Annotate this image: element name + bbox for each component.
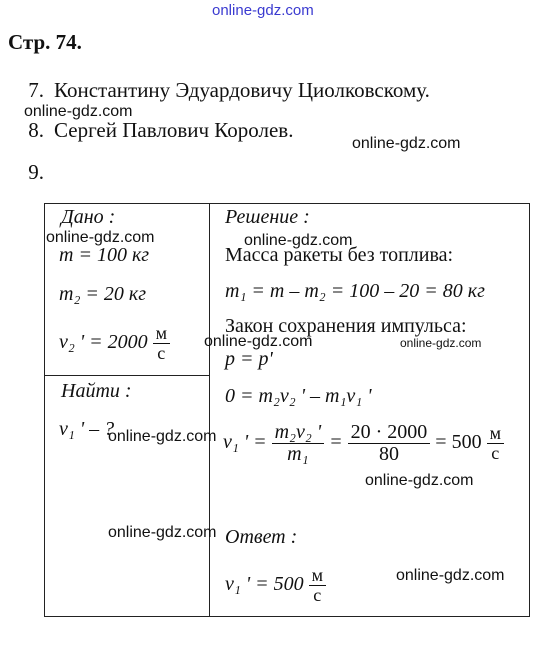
given-m2: m₂ = 20 кг xyxy=(59,283,147,305)
v1-left: v₁ ' = xyxy=(223,431,267,454)
fraction-denominator: 80 xyxy=(378,443,399,465)
momentum-equation: p = p' xyxy=(225,348,273,370)
watermark: online-gdz.com xyxy=(365,472,474,489)
fraction-numeric xyxy=(348,422,431,465)
task-table xyxy=(44,203,530,617)
fraction-denominator: m₁ xyxy=(287,443,309,465)
unit-denominator: с xyxy=(157,342,166,363)
zero-equation: 0 = m₂v₂ ' – m₁v₁ ' xyxy=(225,385,372,407)
watermark: online-gdz.com xyxy=(212,2,314,19)
unit-denominator: с xyxy=(491,443,500,463)
watermark: online-gdz.com xyxy=(46,229,155,246)
mass-equation: m₁ = m – m₂ = 100 – 20 = 80 кг xyxy=(225,280,485,302)
given-m: m = 100 кг xyxy=(59,244,150,266)
watermark: online-gdz.com xyxy=(24,103,133,120)
fraction-symbolic xyxy=(272,422,325,465)
answer-number: 7. xyxy=(28,78,44,102)
table-divider-vertical xyxy=(209,204,210,616)
answer-unit xyxy=(309,566,326,605)
answer-8 xyxy=(8,118,293,143)
given-title: Дано : xyxy=(61,206,116,228)
find-v1: v₁ ' – ? xyxy=(59,418,115,440)
result-unit xyxy=(487,424,504,463)
v1-formula xyxy=(223,422,504,465)
answer-9 xyxy=(8,160,54,185)
unit-numerator: м xyxy=(309,566,326,586)
equals-sign: = xyxy=(329,431,343,454)
find-title: Найти : xyxy=(61,380,132,402)
table-divider-horizontal xyxy=(45,375,210,376)
answer-value: v₁ ' = 500 xyxy=(225,572,304,595)
watermark: online-gdz.com xyxy=(108,428,217,445)
unit-denominator: с xyxy=(313,584,322,605)
answer-text: Константину Эдуардовичу Циолковскому. xyxy=(54,78,430,102)
watermark: online-gdz.com xyxy=(204,333,313,350)
answer-number: 8. xyxy=(28,118,44,142)
solution-title: Решение : xyxy=(225,206,310,228)
watermark: online-gdz.com xyxy=(244,232,353,249)
answer-number: 9. xyxy=(28,160,44,184)
fraction-numerator: m₂v₂ ' xyxy=(272,422,325,444)
answer-title: Ответ : xyxy=(225,526,298,548)
watermark: online-gdz.com xyxy=(352,135,461,152)
given-v2 xyxy=(59,324,170,363)
unit-numerator: м xyxy=(487,424,504,444)
result-value: = 500 xyxy=(435,431,482,454)
law-text: Закон сохранения импульса: xyxy=(225,315,467,337)
given-v2-unit xyxy=(153,324,170,363)
mass-text: Масса ракеты без топлива: xyxy=(225,244,454,266)
watermark: online-gdz.com xyxy=(108,524,217,541)
answer-7 xyxy=(8,78,430,103)
answer-text: Сергей Павлович Королев. xyxy=(54,118,294,142)
fraction-numerator: 20 · 2000 xyxy=(348,422,431,444)
answer-formula xyxy=(225,566,326,605)
unit-numerator: м xyxy=(153,324,170,344)
watermark: online-gdz.com xyxy=(400,336,482,350)
page-heading: Стр. 74. xyxy=(8,30,82,54)
given-v2-value: v₂ ' = 2000 xyxy=(59,330,148,353)
watermark: online-gdz.com xyxy=(396,567,505,584)
